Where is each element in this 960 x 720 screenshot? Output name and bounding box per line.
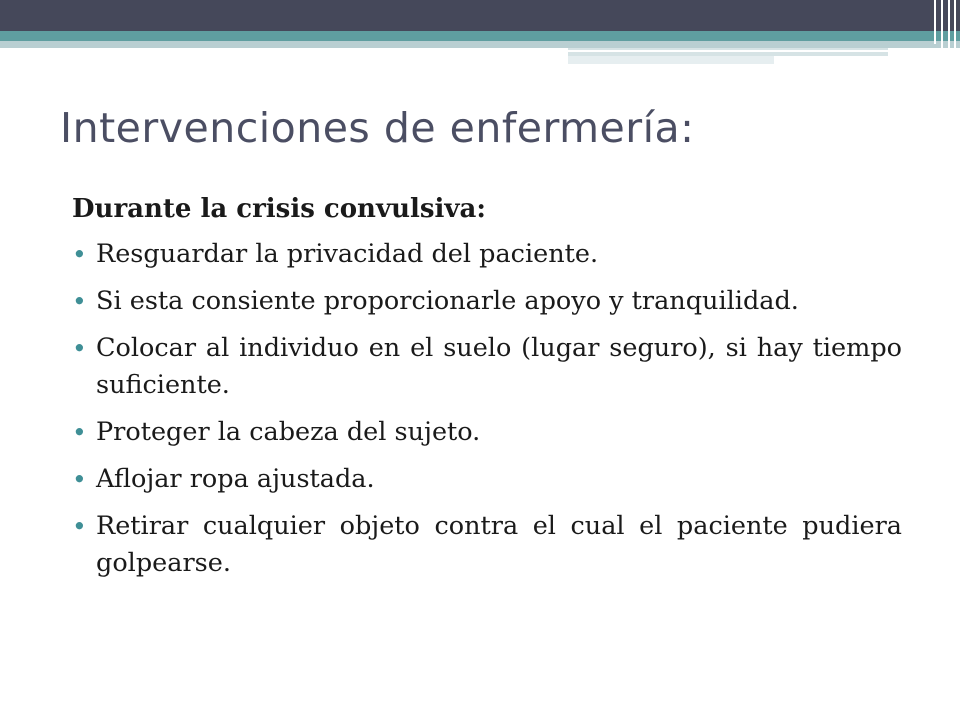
bullet-icon: • [72,512,87,541]
header-dark-band [0,0,960,31]
header-edge-line [934,0,936,44]
bullet-item [72,414,902,451]
header-edge-line [948,0,950,64]
bullet-list [72,236,902,582]
bullet-item [72,330,902,404]
bullet-text: Si esta consiente proporcionarle apoyo y tranquilidad. [96,286,799,316]
bullet-text: Proteger la cabeza del sujeto. [96,417,481,447]
bullet-icon: • [72,240,87,269]
bullet-icon: • [72,465,87,494]
bullet-text: Colocar al individuo en el suelo (lugar seguro), si hay tiempo suficiente. [96,333,902,400]
bullet-item [72,461,902,498]
header-light-band [0,41,960,48]
section-subheading: Durante la crisis convulsiva: [72,194,486,224]
bullet-item [72,508,902,582]
header-white-line [568,50,888,52]
slide-title: Intervenciones de enfermería: [60,104,695,152]
header-teal-band [0,31,960,41]
bullet-icon: • [72,418,87,447]
bullet-item [72,283,902,320]
bullet-icon: • [72,287,87,316]
bullet-text: Retirar cualquier objeto contra el cual el paciente pudiera golpearse. [96,511,902,578]
bullet-text: Resguardar la privacidad del paciente. [96,239,599,269]
header-edge-line [941,0,943,64]
header-step-band-lower [568,56,774,64]
bullet-icon: • [72,334,87,363]
slide-content [72,192,902,592]
bullet-item [72,236,902,273]
header-edge-line [954,0,956,64]
bullet-text: Aflojar ropa ajustada. [96,464,375,494]
